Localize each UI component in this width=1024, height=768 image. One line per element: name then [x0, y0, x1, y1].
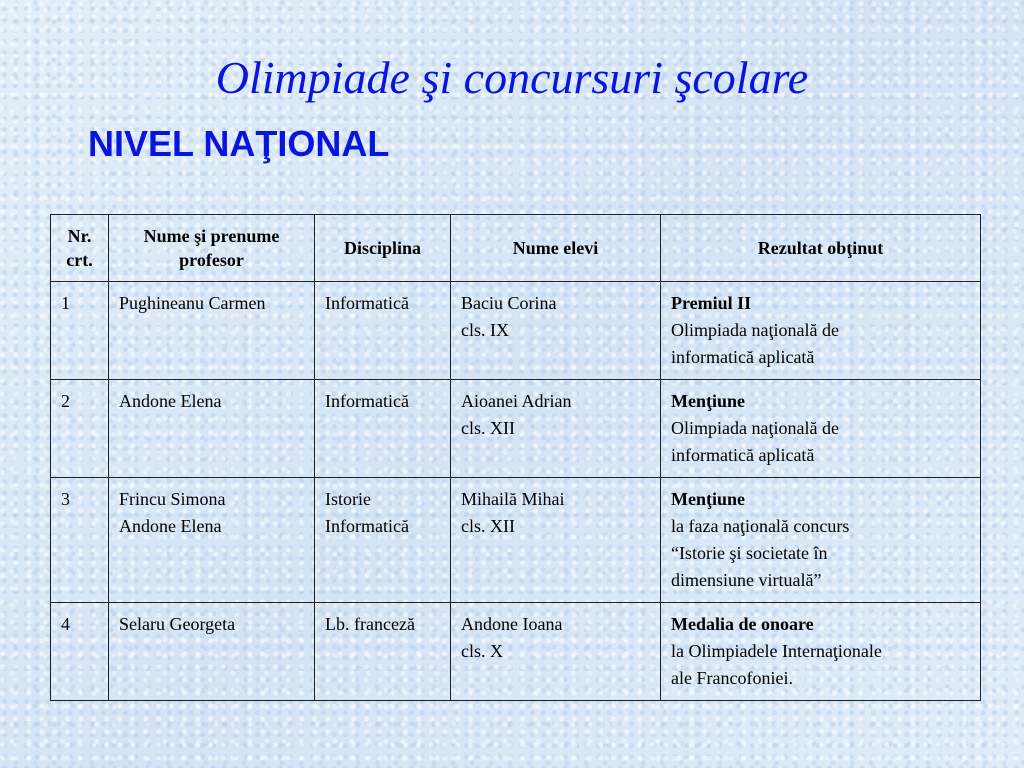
cell-nr: 4: [51, 603, 109, 701]
table-row: [51, 603, 981, 701]
disciplina-name: Informatică: [325, 293, 409, 313]
elev-name: Aioanei Adrian: [461, 391, 572, 411]
cell-rezultat: [661, 282, 981, 380]
cell-rezultat: [661, 478, 981, 603]
header-nr-line2: crt.: [66, 250, 93, 270]
cell-profesor: [109, 478, 315, 603]
rezultat-title: Medalia de onoare: [671, 614, 814, 634]
rezultat-title: Premiul II: [671, 293, 752, 313]
rezultat-detail: dimensiune virtuală”: [671, 570, 822, 590]
cell-profesor: [109, 282, 315, 380]
elev-class: cls. XII: [461, 418, 515, 438]
header-disciplina: Disciplina: [315, 215, 451, 282]
header-row: [51, 215, 981, 282]
cell-rezultat: [661, 380, 981, 478]
cell-disciplina: [315, 282, 451, 380]
cell-elev: [451, 282, 661, 380]
header-elevi: Nume elevi: [451, 215, 661, 282]
rezultat-detail: la Olimpiadele Internaţionale: [671, 641, 882, 661]
cell-profesor: [109, 380, 315, 478]
header-profesor: [109, 215, 315, 282]
rezultat-detail: informatică aplicată: [671, 347, 815, 367]
rezultat-detail: “Istorie şi societate în: [671, 543, 828, 563]
header-profesor-line1: Nume şi prenume: [143, 226, 280, 246]
header-nr: [51, 215, 109, 282]
profesor-name: Frincu Simona: [119, 489, 226, 509]
rezultat-detail: informatică aplicată: [671, 445, 815, 465]
cell-disciplina: [315, 603, 451, 701]
cell-profesor: [109, 603, 315, 701]
cell-nr: 3: [51, 478, 109, 603]
profesor-name: Andone Elena: [119, 391, 222, 411]
table-body: [51, 282, 981, 701]
table-row: [51, 478, 981, 603]
profesor-name: Pughineanu Carmen: [119, 293, 266, 313]
cell-elev: [451, 603, 661, 701]
results-table: [50, 214, 981, 701]
disciplina-name: Istorie: [325, 489, 371, 509]
disciplina-name: Lb. franceză: [325, 614, 415, 634]
profesor-name: Selaru Georgeta: [119, 614, 236, 634]
rezultat-title: Menţiune: [671, 391, 745, 411]
elev-name: Andone Ioana: [461, 614, 563, 634]
rezultat-detail: Olimpiada naţională de: [671, 320, 839, 340]
cell-elev: [451, 478, 661, 603]
table-header: [51, 215, 981, 282]
header-rezultat: Rezultat obţinut: [661, 215, 981, 282]
disciplina-name: Informatică: [325, 516, 409, 536]
cell-nr: 2: [51, 380, 109, 478]
profesor-name: Andone Elena: [119, 516, 222, 536]
elev-class: cls. XII: [461, 516, 515, 536]
header-nr-line1: Nr.: [67, 226, 92, 246]
rezultat-detail: la faza naţională concurs: [671, 516, 850, 536]
cell-disciplina: [315, 380, 451, 478]
page-subtitle: NIVEL NAŢIONAL: [88, 123, 390, 164]
cell-elev: [451, 380, 661, 478]
page-title: Olimpiade şi concursuri şcolare: [215, 52, 809, 103]
elev-name: Baciu Corina: [461, 293, 557, 313]
rezultat-detail: Olimpiada naţională de: [671, 418, 839, 438]
elev-name: Mihailă Mihai: [461, 489, 565, 509]
table-row: [51, 380, 981, 478]
rezultat-title: Menţiune: [671, 489, 745, 509]
cell-disciplina: [315, 478, 451, 603]
disciplina-name: Informatică: [325, 391, 409, 411]
rezultat-detail: ale Francofoniei.: [671, 668, 793, 688]
elev-class: cls. IX: [461, 320, 509, 340]
table-row: [51, 282, 981, 380]
cell-nr: 1: [51, 282, 109, 380]
elev-class: cls. X: [461, 641, 503, 661]
cell-rezultat: [661, 603, 981, 701]
header-profesor-line2: profesor: [179, 250, 244, 270]
